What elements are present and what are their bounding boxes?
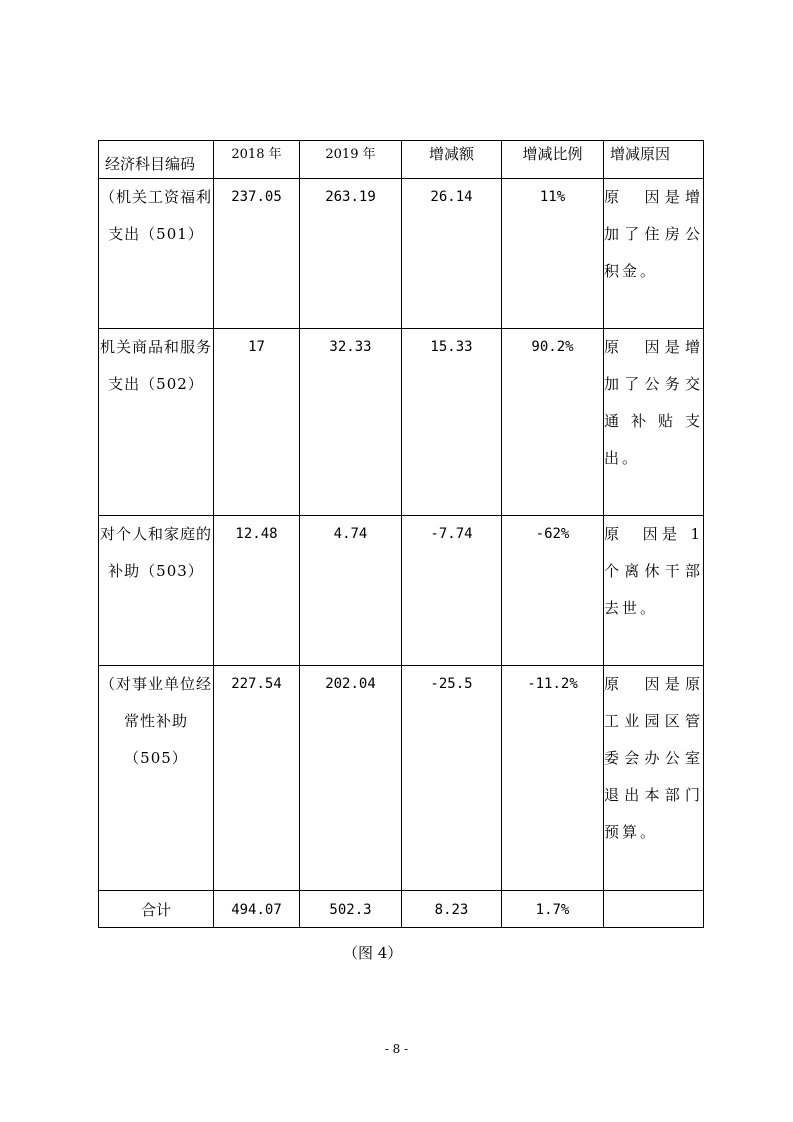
header-ratio: 增减比例 — [502, 141, 604, 179]
header-diff: 增减额 — [402, 141, 502, 179]
table-row — [99, 516, 704, 666]
row-2018-value: 227.54 — [214, 666, 300, 891]
total-ratio-value: 1.7% — [502, 891, 604, 928]
row-diff-value: 26.14 — [402, 179, 502, 329]
row-category: 对个人和家庭的补助（503） — [99, 516, 214, 666]
row-reason: 原 因是增加了公务交通补贴支出。 — [604, 329, 704, 516]
row-diff-value: 15.33 — [402, 329, 502, 516]
row-2018-value: 12.48 — [214, 516, 300, 666]
figure-caption: （图 4） — [343, 944, 403, 962]
row-diff-value: -25.5 — [402, 666, 502, 891]
total-label: 合计 — [99, 891, 214, 928]
row-reason: 原 因是 1 个离休干部去世。 — [604, 516, 704, 666]
table-header-row — [99, 141, 704, 179]
header-category: 经济科目编码 — [99, 141, 214, 179]
row-category: （机关工资福利支出（501） — [99, 179, 214, 329]
table-total-row — [99, 891, 704, 928]
total-2019-value: 502.3 — [300, 891, 402, 928]
row-ratio-value: -11.2% — [502, 666, 604, 891]
table-row — [99, 666, 704, 891]
row-ratio-value: 11% — [502, 179, 604, 329]
row-2019-value: 32.33 — [300, 329, 402, 516]
row-reason: 原 因是增加了住房公积金。 — [604, 179, 704, 329]
header-reason: 增减原因 — [604, 141, 704, 179]
row-category: 机关商品和服务支出（502） — [99, 329, 214, 516]
total-diff-value: 8.23 — [402, 891, 502, 928]
header-2018: 2018 年 — [214, 141, 300, 179]
row-ratio-value: -62% — [502, 516, 604, 666]
row-2019-value: 4.74 — [300, 516, 402, 666]
table-row — [99, 329, 704, 516]
budget-change-table — [98, 140, 704, 928]
total-2018-value: 494.07 — [214, 891, 300, 928]
table-row — [99, 179, 704, 329]
row-ratio-value: 90.2% — [502, 329, 604, 516]
row-2018-value: 237.05 — [214, 179, 300, 329]
total-reason — [604, 891, 704, 928]
page-number: - 8 - — [384, 1042, 409, 1056]
row-diff-value: -7.74 — [402, 516, 502, 666]
row-category: （对事业单位经常性补助（505） — [99, 666, 214, 891]
row-2019-value: 263.19 — [300, 179, 402, 329]
header-2019: 2019 年 — [300, 141, 402, 179]
row-2018-value: 17 — [214, 329, 300, 516]
row-reason: 原 因是原工业园区管委会办公室退出本部门预算。 — [604, 666, 704, 891]
row-2019-value: 202.04 — [300, 666, 402, 891]
